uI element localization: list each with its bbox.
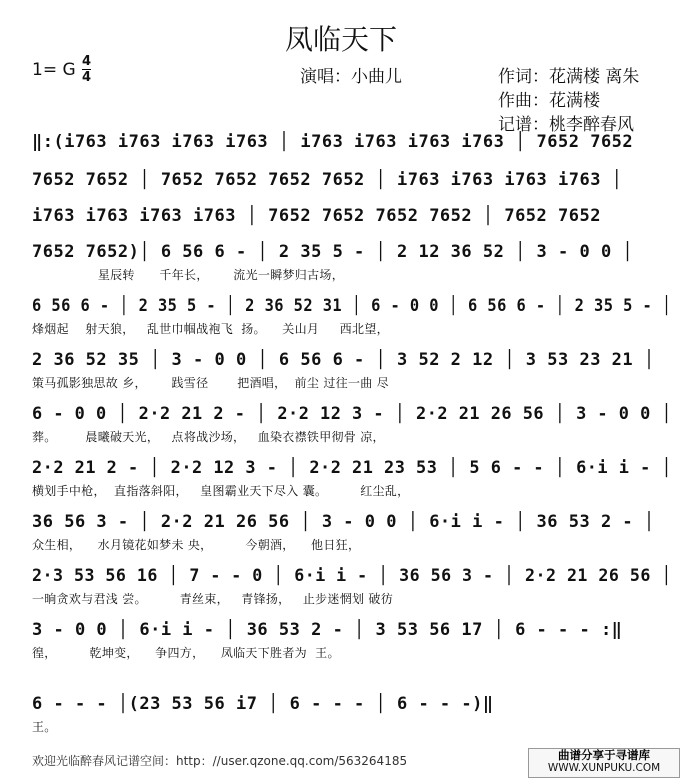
lyrics: 星辰转 千年长， 流光一瞬梦归古场， xyxy=(32,268,345,282)
notation: 6 56 6 - │ 2 35 5 - │ 2 36 52 31 │ 6 - 0 0 │ 6 56 6 - │ 2 35 5 - │ xyxy=(32,296,672,316)
notation: 2·2 21 2 - │ 2·2 12 3 - │ 2·2 21 23 53 │ 5 6 - - │ 6·i i - │ xyxy=(32,458,673,478)
transcriber: 记谱：桃李醉春风 xyxy=(498,115,634,135)
score-line xyxy=(0,242,682,294)
notation: 2 36 52 35 │ 3 - 0 0 │ 6 56 6 - │ 3 52 2 12 │ 3 53 23 21 │ xyxy=(32,350,655,370)
time-signature xyxy=(82,55,91,84)
badge-line2: WWW.XUNPUKU.COM xyxy=(547,762,661,774)
notation: 7652 7652)│ 6 56 6 - │ 2 35 5 - │ 2 12 36 52 │ 3 - 0 0 │ xyxy=(32,242,634,262)
notation: 36 56 3 - │ 2·2 21 26 56 │ 3 - 0 0 │ 6·i i - │ 36 53 2 - │ xyxy=(32,512,655,532)
lyricist: 作词：花满楼 离朱 xyxy=(498,67,640,87)
notation: 2·3 53 56 16 │ 7 - - 0 │ 6·i i - │ 36 56 3 - │ 2·2 21 26 56 │ xyxy=(32,566,672,586)
time-top: 4 xyxy=(82,54,92,69)
footer-text: 欢迎光临醉春风记谱空间：http：//user.qzone.qq.com/563264185 xyxy=(32,754,408,768)
lyrics: 烽烟起 射天狼， 乱世巾帼战袍飞 扬。 关山月 西北望， xyxy=(32,322,389,336)
badge-line1: 曲谱分享于寻谱库 xyxy=(558,748,650,762)
lyrics: 徨， 乾坤变， 争四方， 凤临天下胜者为 王。 xyxy=(32,646,340,660)
notation: 6 - - - │(23 53 56 i7 │ 6 - - - │ 6 - - -)‖ xyxy=(32,694,494,714)
score-line xyxy=(0,620,682,672)
lyrics: 王。 xyxy=(32,720,57,734)
score-line xyxy=(0,350,682,402)
lyrics: 策马孤影独思故 乡， 践雪径 把酒唱， 前尘 过往一曲 尽 xyxy=(32,376,389,390)
score-line xyxy=(0,566,682,618)
score-line xyxy=(0,404,682,456)
composer: 作曲：花满楼 xyxy=(498,91,600,111)
lyrics: 葬。 晨曦破天光， 点将战沙场， 血染衣襟铁甲彻骨 凉， xyxy=(32,430,385,444)
score-line xyxy=(0,512,682,564)
score-line xyxy=(0,694,682,746)
song-title: 凤临天下 xyxy=(284,23,397,56)
key-signature: 1= G xyxy=(32,60,76,80)
singer: 演唱：小曲儿 xyxy=(300,67,402,87)
notation: 7652 7652 │ 7652 7652 7652 7652 │ i763 i763 i763 i763 │ xyxy=(32,170,623,190)
score-line xyxy=(0,458,682,510)
score-line xyxy=(0,296,682,348)
time-bottom: 4 xyxy=(82,70,92,85)
site-badge[interactable] xyxy=(528,748,680,778)
lyrics: 一晌贪欢与君浅 尝。 青丝束， 青锋扬， 止步迷惘划 破彷 xyxy=(32,592,394,606)
notation: 3 - 0 0 │ 6·i i - │ 36 53 2 - │ 3 53 56 17 │ 6 - - - :‖ xyxy=(32,620,623,640)
notation: ‖:(i763 i763 i763 i763 │ i763 i763 i763 i763 │ 7652 7652 xyxy=(32,132,634,152)
lyrics: 众生相， 水月镜花如梦未 央， 今朝酒， 他日狂， xyxy=(32,538,361,552)
lyrics: 横划手中枪， 直指落斜阳， 皇图霸业天下尽入 囊。 红尘乱， xyxy=(32,484,410,498)
notation: i763 i763 i763 i763 │ 7652 7652 7652 7652 │ 7652 7652 xyxy=(32,206,601,226)
notation: 6 - 0 0 │ 2·2 21 2 - │ 2·2 12 3 - │ 2·2 21 26 56 │ 3 - 0 0 │ xyxy=(32,404,673,424)
